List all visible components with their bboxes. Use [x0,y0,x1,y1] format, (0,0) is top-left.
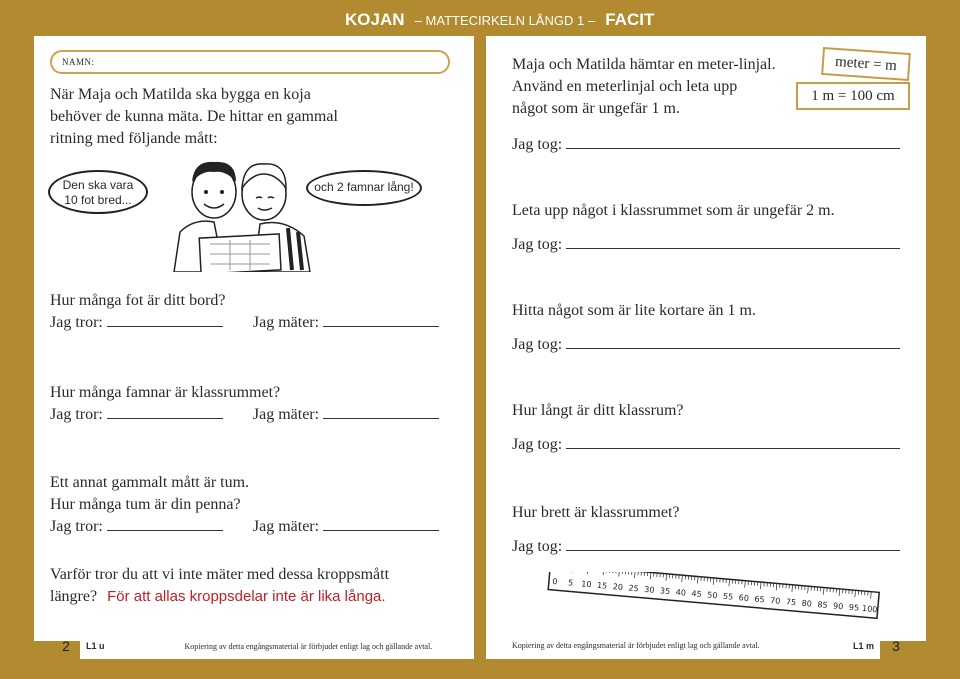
right-intro-line-2: Använd en meterlinjal och leta upp [512,78,738,95]
intro-line-3: ritning med följande mått: [50,130,218,147]
took-answer-line[interactable] [566,550,900,551]
ruler-label: 95 [848,602,860,613]
left-page-number: 2 [62,638,70,654]
header-key: FACIT [605,10,655,29]
ruler-label: 90 [832,601,844,612]
took-label: Jag tog: [512,136,563,153]
ruler-label: 25 [628,583,640,594]
ruler-label: 40 [675,587,687,598]
ruler-label: 65 [754,594,765,605]
meter-box [821,47,911,81]
took-answer-line[interactable] [566,448,900,449]
ruler-label: 35 [659,586,671,597]
left-intro [50,84,338,150]
ruler-label: 80 [801,598,813,609]
handwritten-answer: För att allas kroppsdelar inte är lika långa. [107,588,386,605]
ruler-illustration [544,572,884,626]
question-width [512,502,680,524]
took-label: Jag tog: [512,436,563,453]
guess-answer-line[interactable] [107,418,223,419]
took-label: Jag tog: [512,236,563,253]
right-page [486,36,926,641]
took-row-2 [512,234,900,256]
took-row-4 [512,434,900,456]
measure-label: Jag mäter: [252,406,320,423]
guess-label: Jag tror: [50,406,103,423]
speech-bubble-right [306,170,422,206]
header-series: – MATTECIRKELN LÅNGD 1 – [414,13,596,28]
right-footer-code: L1 m [852,641,874,651]
meter-box-text: meter = m [834,53,898,75]
ruler-label: 5 [567,578,574,588]
question-length [512,400,684,422]
question-length-text: Hur långt är ditt klassrum? [512,402,684,419]
ruler-label: 60 [738,593,750,604]
took-answer-line[interactable] [566,248,900,249]
question-two-meters [512,200,835,222]
right-footer [486,633,880,659]
speech-bubble-left [48,170,148,214]
guess-label: Jag tror: [50,314,103,331]
right-footer-copyright: Kopiering av detta engångsmaterial är förbjudet enligt lag och gällande avtal. [512,641,760,650]
ruler-label: 55 [722,591,734,602]
measure-label: Jag mäter: [252,518,320,535]
girls-illustration [164,152,314,272]
question-why-line-2: längre? [50,588,98,605]
conversion-box [796,82,910,110]
ruler-label: 0 [551,576,558,587]
right-page-number: 3 [892,638,900,654]
conversion-box-text: 1 m = 100 cm [811,88,895,104]
left-page [34,36,474,641]
guess-answer-line[interactable] [107,326,223,327]
bubble-left-line-1: Den ska vara [62,178,134,192]
ruler-label: 45 [691,589,703,599]
took-label: Jag tog: [512,538,563,555]
question-feet [50,290,439,334]
question-width-text: Hur brett är klassrummet? [512,504,680,521]
ruler-label: 75 [785,597,797,608]
question-inches [50,472,439,538]
question-feet-text: Hur många fot är ditt bord? [50,292,226,309]
question-shorter [512,300,756,322]
header [345,10,654,36]
question-why-line-1: Varför tror du att vi inte mäter med dessa kroppsmått [50,566,390,583]
ruler-label: 70 [769,595,781,606]
took-answer-line[interactable] [566,348,900,349]
name-field[interactable] [50,50,450,74]
question-why [50,564,389,608]
ruler-label: 85 [817,600,828,610]
guess-label: Jag tror: [50,518,103,535]
intro-line-1: När Maja och Matilda ska bygga en koja [50,86,311,103]
took-label: Jag tog: [512,336,563,353]
header-brand: KOJAN [345,10,405,29]
ruler-label: 20 [612,582,624,593]
measure-answer-line[interactable] [323,418,439,419]
took-row-3 [512,334,900,356]
question-fathoms [50,382,439,426]
left-footer-copyright: Kopiering av detta engångsmaterial är förbjudet enligt lag och gällande avtal. [184,642,433,651]
measure-label: Jag mäter: [252,314,320,331]
measure-answer-line[interactable] [323,326,439,327]
right-intro-line-3: något som är ungefär 1 m. [512,100,680,117]
measure-answer-line[interactable] [323,530,439,531]
question-shorter-text: Hitta något som är lite kortare än 1 m. [512,302,756,319]
ruler-label: 10 [580,579,592,590]
left-footer-code: L1 u [86,641,105,651]
ruler-label: 30 [643,584,655,595]
intro-line-2: behöver de kunna mäta. De hittar en gammal [50,108,338,125]
took-row-1 [512,134,900,156]
name-label: NAMN: [62,57,95,67]
bubble-left-line-2: 10 fot bred... [64,193,132,207]
took-row-5 [512,536,900,558]
ruler-label: 100 [861,603,878,615]
question-two-meters-text: Leta upp något i klassrummet som är ungefär 2 m. [512,202,835,219]
took-answer-line[interactable] [566,148,900,149]
question-inches-line-1: Ett annat gammalt mått är tum. [50,474,250,491]
right-intro-line-1: Maja och Matilda hämtar en meter-linjal. [512,56,776,73]
ruler-label: 15 [596,580,608,591]
bubble-right-text: och 2 famnar lång! [314,180,414,194]
left-footer [80,633,474,659]
right-intro [512,54,776,120]
question-fathoms-text: Hur många famnar är klassrummet? [50,384,281,401]
question-inches-line-2: Hur många tum är din penna? [50,496,241,513]
guess-answer-line[interactable] [107,530,223,531]
ruler-label: 50 [706,590,718,601]
